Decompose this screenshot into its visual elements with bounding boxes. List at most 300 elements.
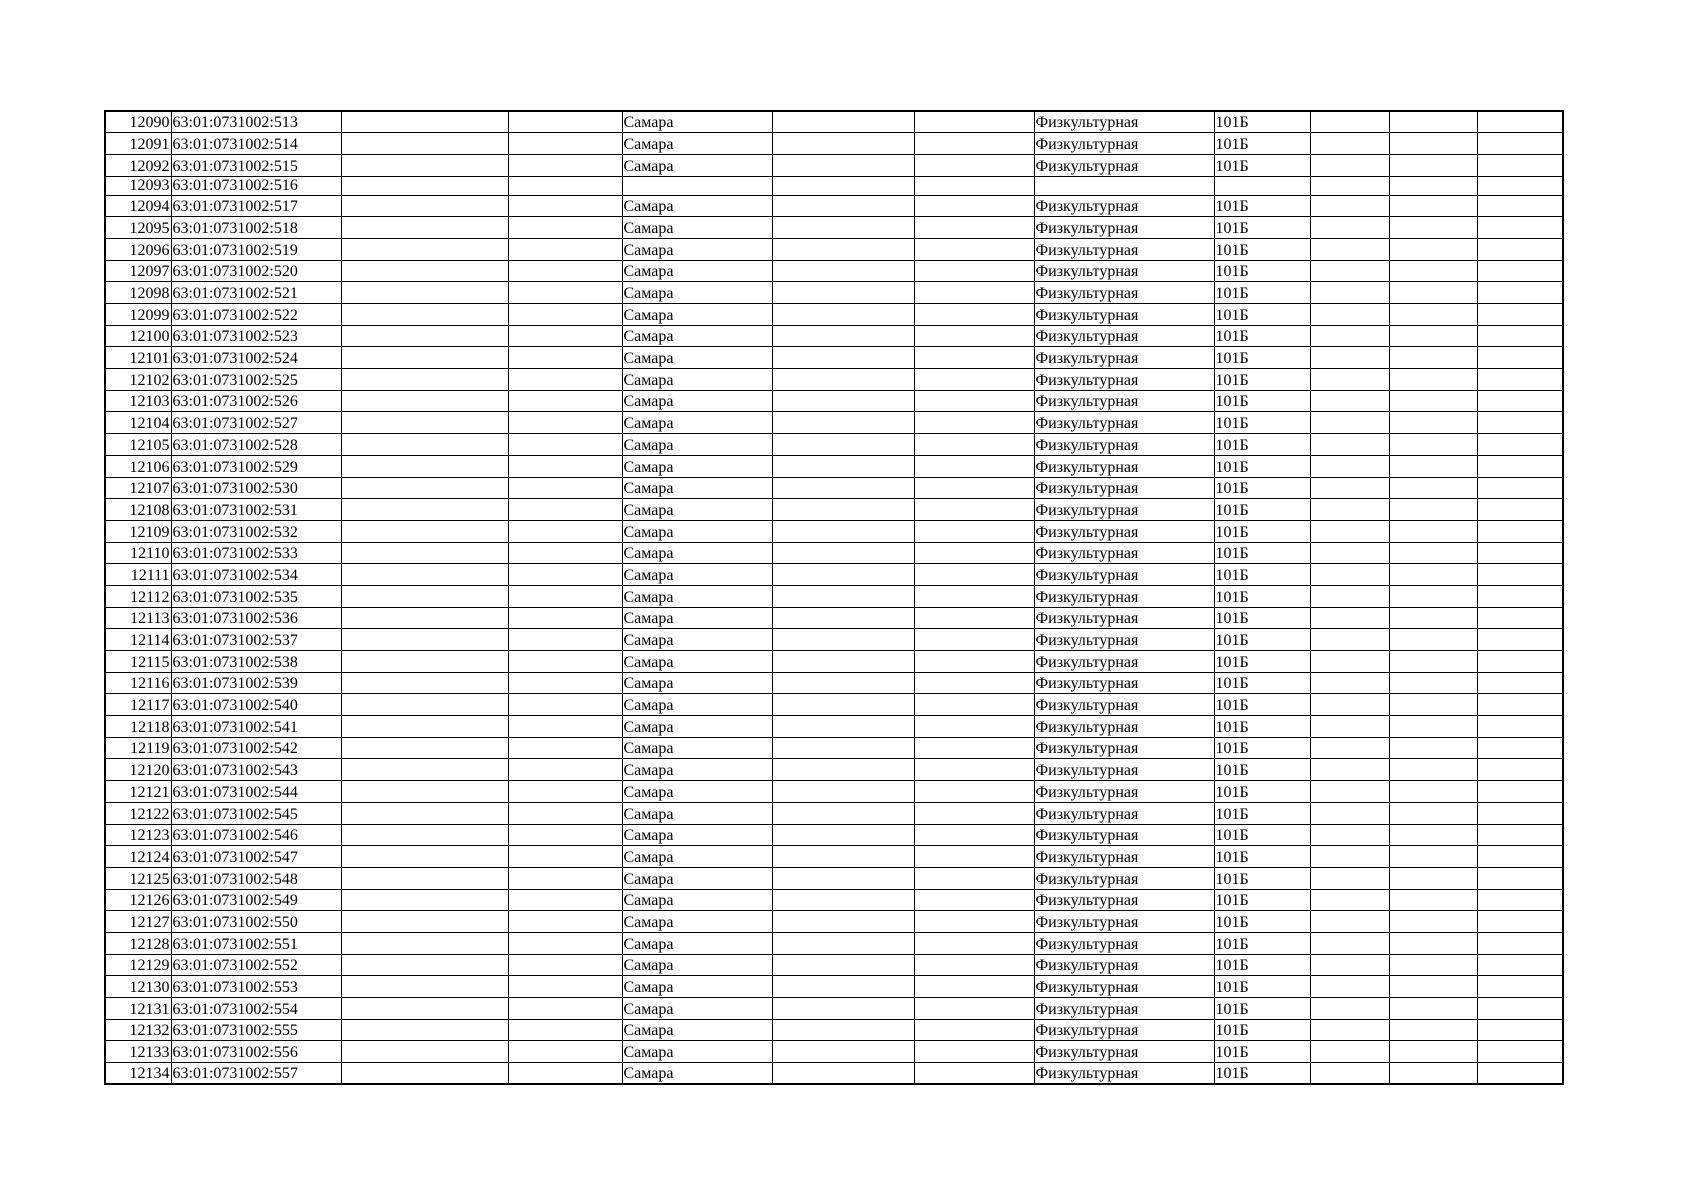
empty-cell — [1389, 390, 1477, 412]
empty-cell — [914, 133, 1034, 155]
empty-cell — [1389, 304, 1477, 326]
empty-cell — [508, 672, 622, 694]
street-cell: Физкультурная — [1034, 889, 1214, 911]
row-number-cell: 12113 — [105, 607, 171, 629]
empty-cell — [1477, 176, 1563, 195]
house-number-cell: 101Б — [1214, 282, 1310, 304]
empty-cell — [508, 133, 622, 155]
house-number-cell — [1214, 176, 1310, 195]
empty-cell — [508, 412, 622, 434]
empty-cell — [1389, 133, 1477, 155]
table-row — [105, 672, 1563, 694]
house-number-cell: 101Б — [1214, 238, 1310, 260]
empty-cell — [1310, 390, 1389, 412]
table-row — [105, 976, 1563, 998]
table-row — [105, 998, 1563, 1020]
cadastral-number-cell: 63:01:0731002:515 — [171, 154, 341, 176]
empty-cell — [1389, 998, 1477, 1020]
house-number-cell: 101Б — [1214, 737, 1310, 759]
empty-cell — [1389, 759, 1477, 781]
house-number-cell: 101Б — [1214, 347, 1310, 369]
table-body — [105, 111, 1563, 1084]
empty-cell — [508, 802, 622, 824]
empty-cell — [772, 976, 914, 998]
row-number-cell: 12122 — [105, 802, 171, 824]
empty-cell — [1310, 412, 1389, 434]
cadastral-number-cell: 63:01:0731002:550 — [171, 911, 341, 933]
city-cell: Самара — [622, 629, 772, 651]
table-row — [105, 737, 1563, 759]
empty-cell — [1389, 455, 1477, 477]
empty-cell — [341, 176, 508, 195]
table-row — [105, 217, 1563, 239]
empty-cell — [772, 781, 914, 803]
row-number-cell: 12131 — [105, 998, 171, 1020]
empty-cell — [1477, 889, 1563, 911]
empty-cell — [341, 932, 508, 954]
house-number-cell: 101Б — [1214, 564, 1310, 586]
empty-cell — [508, 716, 622, 738]
empty-cell — [508, 542, 622, 564]
empty-cell — [772, 716, 914, 738]
street-cell: Физкультурная — [1034, 455, 1214, 477]
house-number-cell: 101Б — [1214, 976, 1310, 998]
empty-cell — [1477, 846, 1563, 868]
empty-cell — [1389, 1041, 1477, 1063]
empty-cell — [1477, 932, 1563, 954]
empty-cell — [508, 759, 622, 781]
empty-cell — [772, 325, 914, 347]
empty-cell — [914, 282, 1034, 304]
city-cell: Самара — [622, 607, 772, 629]
house-number-cell: 101Б — [1214, 932, 1310, 954]
empty-cell — [914, 889, 1034, 911]
empty-cell — [508, 369, 622, 391]
empty-cell — [1310, 260, 1389, 282]
house-number-cell: 101Б — [1214, 390, 1310, 412]
row-number-cell: 12095 — [105, 217, 171, 239]
empty-cell — [508, 238, 622, 260]
house-number-cell: 101Б — [1214, 133, 1310, 155]
city-cell: Самара — [622, 585, 772, 607]
table-row — [105, 585, 1563, 607]
empty-cell — [1310, 976, 1389, 998]
empty-cell — [508, 477, 622, 499]
city-cell: Самара — [622, 759, 772, 781]
street-cell: Физкультурная — [1034, 390, 1214, 412]
empty-cell — [341, 846, 508, 868]
empty-cell — [1389, 672, 1477, 694]
empty-cell — [1389, 802, 1477, 824]
empty-cell — [1310, 1063, 1389, 1085]
cadastral-number-cell: 63:01:0731002:523 — [171, 325, 341, 347]
cadastral-number-cell: 63:01:0731002:531 — [171, 499, 341, 521]
table-row — [105, 176, 1563, 195]
empty-cell — [914, 976, 1034, 998]
house-number-cell: 101Б — [1214, 672, 1310, 694]
street-cell: Физкультурная — [1034, 238, 1214, 260]
city-cell: Самара — [622, 542, 772, 564]
street-cell: Физкультурная — [1034, 217, 1214, 239]
row-number-cell: 12129 — [105, 954, 171, 976]
street-cell: Физкультурная — [1034, 154, 1214, 176]
empty-cell — [508, 564, 622, 586]
street-cell: Физкультурная — [1034, 1019, 1214, 1041]
table-row — [105, 111, 1563, 133]
row-number-cell: 12125 — [105, 867, 171, 889]
empty-cell — [1477, 347, 1563, 369]
street-cell: Физкультурная — [1034, 195, 1214, 217]
row-number-cell: 12128 — [105, 932, 171, 954]
empty-cell — [1310, 133, 1389, 155]
house-number-cell: 101Б — [1214, 260, 1310, 282]
street-cell: Физкультурная — [1034, 802, 1214, 824]
table-row — [105, 802, 1563, 824]
city-cell: Самара — [622, 651, 772, 673]
house-number-cell: 101Б — [1214, 369, 1310, 391]
empty-cell — [1477, 217, 1563, 239]
house-number-cell: 101Б — [1214, 911, 1310, 933]
empty-cell — [772, 737, 914, 759]
empty-cell — [341, 802, 508, 824]
city-cell: Самара — [622, 434, 772, 456]
row-number-cell: 12090 — [105, 111, 171, 133]
street-cell: Физкультурная — [1034, 304, 1214, 326]
empty-cell — [772, 455, 914, 477]
empty-cell — [1389, 347, 1477, 369]
empty-cell — [1389, 217, 1477, 239]
empty-cell — [508, 499, 622, 521]
empty-cell — [341, 585, 508, 607]
empty-cell — [1389, 694, 1477, 716]
empty-cell — [1389, 846, 1477, 868]
city-cell: Самара — [622, 802, 772, 824]
empty-cell — [914, 195, 1034, 217]
empty-cell — [772, 238, 914, 260]
empty-cell — [1389, 716, 1477, 738]
street-cell: Физкультурная — [1034, 629, 1214, 651]
house-number-cell: 101Б — [1214, 954, 1310, 976]
cadastral-number-cell: 63:01:0731002:554 — [171, 998, 341, 1020]
city-cell: Самара — [622, 347, 772, 369]
empty-cell — [341, 499, 508, 521]
empty-cell — [341, 217, 508, 239]
row-number-cell: 12130 — [105, 976, 171, 998]
house-number-cell: 101Б — [1214, 520, 1310, 542]
table-row — [105, 412, 1563, 434]
table-row — [105, 954, 1563, 976]
empty-cell — [508, 520, 622, 542]
empty-cell — [1477, 824, 1563, 846]
cadastral-number-cell: 63:01:0731002:530 — [171, 477, 341, 499]
row-number-cell: 12120 — [105, 759, 171, 781]
cadastral-number-cell: 63:01:0731002:529 — [171, 455, 341, 477]
empty-cell — [1310, 369, 1389, 391]
table-row — [105, 260, 1563, 282]
empty-cell — [341, 781, 508, 803]
empty-cell — [914, 737, 1034, 759]
house-number-cell: 101Б — [1214, 325, 1310, 347]
empty-cell — [341, 1063, 508, 1085]
row-number-cell: 12093 — [105, 176, 171, 195]
city-cell: Самара — [622, 1063, 772, 1085]
house-number-cell: 101Б — [1214, 607, 1310, 629]
empty-cell — [508, 867, 622, 889]
row-number-cell: 12127 — [105, 911, 171, 933]
empty-cell — [1477, 499, 1563, 521]
empty-cell — [1310, 1019, 1389, 1041]
empty-cell — [772, 802, 914, 824]
empty-cell — [772, 1041, 914, 1063]
cadastral-number-cell: 63:01:0731002:551 — [171, 932, 341, 954]
city-cell: Самара — [622, 111, 772, 133]
cadastral-number-cell: 63:01:0731002:520 — [171, 260, 341, 282]
table-row — [105, 133, 1563, 155]
empty-cell — [1477, 1041, 1563, 1063]
empty-cell — [1389, 585, 1477, 607]
empty-cell — [341, 455, 508, 477]
city-cell: Самара — [622, 824, 772, 846]
city-cell — [622, 176, 772, 195]
table-row — [105, 629, 1563, 651]
house-number-cell: 101Б — [1214, 154, 1310, 176]
table-row — [105, 564, 1563, 586]
empty-cell — [1310, 282, 1389, 304]
empty-cell — [914, 998, 1034, 1020]
empty-cell — [1310, 217, 1389, 239]
empty-cell — [508, 282, 622, 304]
empty-cell — [1389, 154, 1477, 176]
cadastral-number-cell: 63:01:0731002:557 — [171, 1063, 341, 1085]
cadastral-number-cell: 63:01:0731002:516 — [171, 176, 341, 195]
street-cell: Физкультурная — [1034, 412, 1214, 434]
empty-cell — [1477, 260, 1563, 282]
row-number-cell: 12098 — [105, 282, 171, 304]
empty-cell — [1477, 672, 1563, 694]
empty-cell — [1477, 759, 1563, 781]
city-cell: Самара — [622, 846, 772, 868]
empty-cell — [1477, 238, 1563, 260]
empty-cell — [508, 824, 622, 846]
empty-cell — [341, 412, 508, 434]
table-row — [105, 781, 1563, 803]
city-cell: Самара — [622, 520, 772, 542]
empty-cell — [1389, 260, 1477, 282]
empty-cell — [914, 1041, 1034, 1063]
empty-cell — [341, 824, 508, 846]
empty-cell — [1310, 111, 1389, 133]
empty-cell — [914, 716, 1034, 738]
city-cell: Самара — [622, 867, 772, 889]
empty-cell — [1310, 520, 1389, 542]
city-cell: Самара — [622, 781, 772, 803]
house-number-cell: 101Б — [1214, 412, 1310, 434]
empty-cell — [508, 585, 622, 607]
cadastral-number-cell: 63:01:0731002:548 — [171, 867, 341, 889]
street-cell: Физкультурная — [1034, 867, 1214, 889]
empty-cell — [914, 1019, 1034, 1041]
cadastral-number-cell: 63:01:0731002:533 — [171, 542, 341, 564]
empty-cell — [508, 390, 622, 412]
empty-cell — [1310, 607, 1389, 629]
empty-cell — [914, 607, 1034, 629]
street-cell: Физкультурная — [1034, 759, 1214, 781]
cadastral-number-cell: 63:01:0731002:540 — [171, 694, 341, 716]
cadastral-number-cell: 63:01:0731002:534 — [171, 564, 341, 586]
table-row — [105, 520, 1563, 542]
street-cell: Физкультурная — [1034, 585, 1214, 607]
house-number-cell: 101Б — [1214, 434, 1310, 456]
cadastral-number-cell: 63:01:0731002:541 — [171, 716, 341, 738]
empty-cell — [1477, 390, 1563, 412]
city-cell: Самара — [622, 154, 772, 176]
table-row — [105, 304, 1563, 326]
city-cell: Самара — [622, 238, 772, 260]
empty-cell — [772, 260, 914, 282]
empty-cell — [1389, 111, 1477, 133]
empty-cell — [914, 217, 1034, 239]
empty-cell — [914, 434, 1034, 456]
empty-cell — [914, 111, 1034, 133]
house-number-cell: 101Б — [1214, 304, 1310, 326]
empty-cell — [772, 217, 914, 239]
row-number-cell: 12094 — [105, 195, 171, 217]
house-number-cell: 101Б — [1214, 867, 1310, 889]
street-cell: Физкультурная — [1034, 564, 1214, 586]
empty-cell — [508, 260, 622, 282]
empty-cell — [914, 304, 1034, 326]
empty-cell — [1477, 651, 1563, 673]
empty-cell — [1477, 629, 1563, 651]
cadastral-number-cell: 63:01:0731002:556 — [171, 1041, 341, 1063]
empty-cell — [914, 911, 1034, 933]
empty-cell — [508, 154, 622, 176]
row-number-cell: 12115 — [105, 651, 171, 673]
empty-cell — [772, 867, 914, 889]
street-cell: Физкультурная — [1034, 347, 1214, 369]
empty-cell — [772, 607, 914, 629]
empty-cell — [1389, 889, 1477, 911]
empty-cell — [341, 390, 508, 412]
empty-cell — [1310, 434, 1389, 456]
table-row — [105, 846, 1563, 868]
empty-cell — [1310, 954, 1389, 976]
street-cell: Физкультурная — [1034, 133, 1214, 155]
empty-cell — [341, 694, 508, 716]
city-cell: Самара — [622, 477, 772, 499]
empty-cell — [772, 911, 914, 933]
empty-cell — [1389, 976, 1477, 998]
empty-cell — [1477, 802, 1563, 824]
empty-cell — [914, 564, 1034, 586]
empty-cell — [341, 564, 508, 586]
city-cell: Самара — [622, 455, 772, 477]
empty-cell — [914, 781, 1034, 803]
empty-cell — [1389, 195, 1477, 217]
empty-cell — [914, 629, 1034, 651]
empty-cell — [914, 412, 1034, 434]
empty-cell — [1310, 867, 1389, 889]
row-number-cell: 12107 — [105, 477, 171, 499]
city-cell: Самара — [622, 716, 772, 738]
row-number-cell: 12108 — [105, 499, 171, 521]
empty-cell — [1389, 369, 1477, 391]
street-cell: Физкультурная — [1034, 846, 1214, 868]
street-cell: Физкультурная — [1034, 651, 1214, 673]
empty-cell — [341, 889, 508, 911]
empty-cell — [508, 998, 622, 1020]
empty-cell — [772, 304, 914, 326]
city-cell: Самара — [622, 564, 772, 586]
street-cell: Физкультурная — [1034, 369, 1214, 391]
street-cell: Физкультурная — [1034, 911, 1214, 933]
empty-cell — [1477, 412, 1563, 434]
empty-cell — [772, 477, 914, 499]
row-number-cell: 12118 — [105, 716, 171, 738]
empty-cell — [1310, 932, 1389, 954]
row-number-cell: 12105 — [105, 434, 171, 456]
empty-cell — [508, 195, 622, 217]
empty-cell — [1389, 932, 1477, 954]
row-number-cell: 12116 — [105, 672, 171, 694]
empty-cell — [914, 369, 1034, 391]
empty-cell — [1310, 629, 1389, 651]
empty-cell — [1310, 824, 1389, 846]
empty-cell — [1310, 347, 1389, 369]
table-row — [105, 716, 1563, 738]
house-number-cell: 101Б — [1214, 1019, 1310, 1041]
table-row — [105, 369, 1563, 391]
city-cell: Самара — [622, 1019, 772, 1041]
empty-cell — [341, 154, 508, 176]
empty-cell — [914, 846, 1034, 868]
row-number-cell: 12110 — [105, 542, 171, 564]
empty-cell — [508, 846, 622, 868]
house-number-cell: 101Б — [1214, 759, 1310, 781]
city-cell: Самара — [622, 737, 772, 759]
empty-cell — [772, 1063, 914, 1085]
city-cell: Самара — [622, 217, 772, 239]
empty-cell — [508, 1019, 622, 1041]
empty-cell — [772, 846, 914, 868]
cadastral-number-cell: 63:01:0731002:549 — [171, 889, 341, 911]
cadastral-number-cell: 63:01:0731002:543 — [171, 759, 341, 781]
table-row — [105, 542, 1563, 564]
cadastral-number-cell: 63:01:0731002:547 — [171, 846, 341, 868]
empty-cell — [772, 282, 914, 304]
row-number-cell: 12106 — [105, 455, 171, 477]
empty-cell — [508, 781, 622, 803]
empty-cell — [1310, 585, 1389, 607]
empty-cell — [341, 867, 508, 889]
empty-cell — [341, 111, 508, 133]
empty-cell — [772, 694, 914, 716]
empty-cell — [508, 304, 622, 326]
row-number-cell: 12102 — [105, 369, 171, 391]
cadastral-number-cell: 63:01:0731002:528 — [171, 434, 341, 456]
empty-cell — [1477, 325, 1563, 347]
empty-cell — [1389, 629, 1477, 651]
empty-cell — [341, 651, 508, 673]
house-number-cell: 101Б — [1214, 651, 1310, 673]
cadastral-number-cell: 63:01:0731002:555 — [171, 1019, 341, 1041]
empty-cell — [508, 1063, 622, 1085]
empty-cell — [508, 1041, 622, 1063]
empty-cell — [341, 998, 508, 1020]
empty-cell — [341, 1041, 508, 1063]
empty-cell — [341, 911, 508, 933]
empty-cell — [1310, 195, 1389, 217]
